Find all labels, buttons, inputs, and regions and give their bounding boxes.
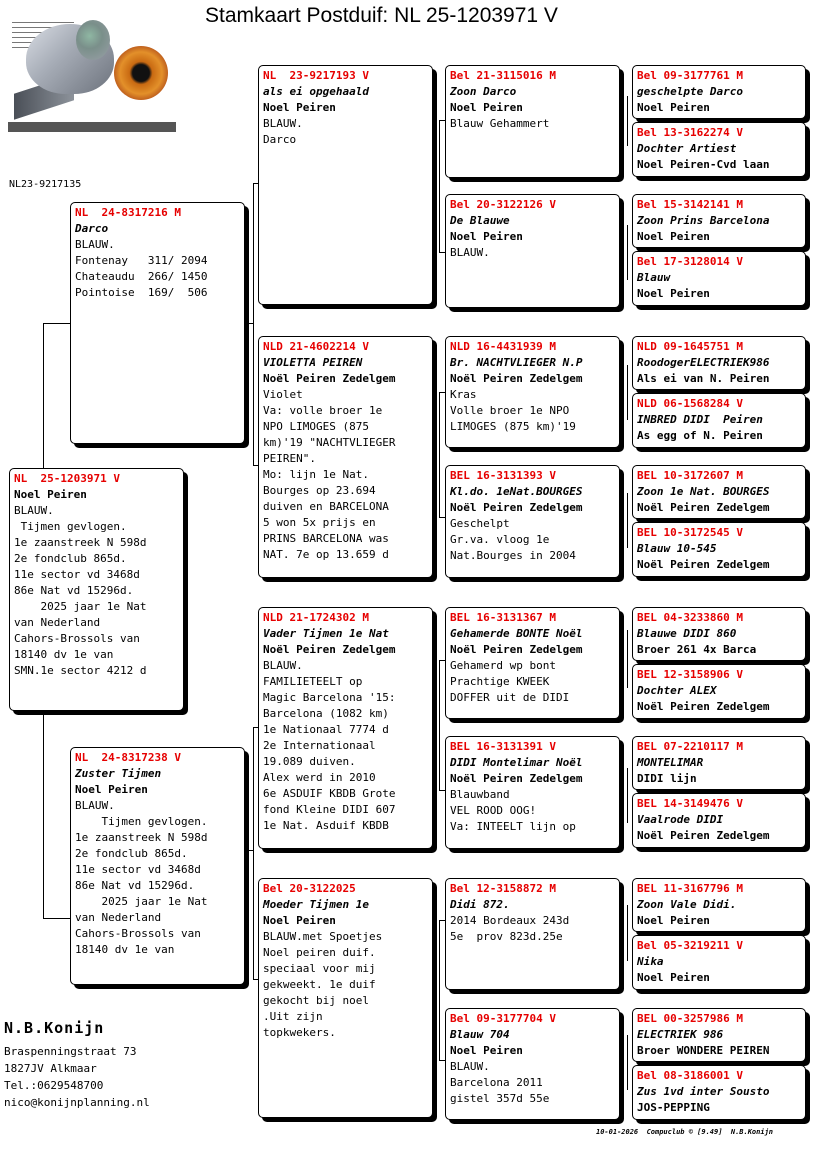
bird-name: Didi 872. xyxy=(450,898,510,911)
pedigree-card-gen4-16[interactable] xyxy=(632,1065,806,1120)
ring-number: NLD 21-1724302 M xyxy=(263,611,369,624)
pedigree-card-gen4-8[interactable] xyxy=(632,522,806,577)
bird-name: ELECTRIEK 986 xyxy=(637,1028,724,1041)
ring-number: NL 25-1203971 V xyxy=(14,472,120,485)
connector-line xyxy=(43,918,70,919)
pedigree-card-gen2-1[interactable] xyxy=(258,65,433,305)
detail-line: Noël Peiren Zedelgem xyxy=(637,558,770,571)
pedigree-card-gen3-2[interactable] xyxy=(445,194,620,308)
ring-number: Bel 21-3115016 M xyxy=(450,69,556,82)
ring-number: NLD 21-4602214 V xyxy=(263,340,369,353)
bird-name: Zus 1vd inter Sousto xyxy=(637,1085,770,1098)
pigeon-logo-image xyxy=(8,14,176,132)
bird-name: Blauw 704 xyxy=(450,1028,510,1041)
detail-line: Noel Peiren xyxy=(263,101,336,114)
detail-line: Va: volle broer 1e xyxy=(263,404,383,417)
detail-line: BLAUW. xyxy=(450,1060,490,1073)
detail-line: PRINS BARCELONA was xyxy=(263,532,389,545)
ring-number: Bel 20-3122025 xyxy=(263,882,356,895)
ring-number: BEL 16-3131393 V xyxy=(450,469,556,482)
detail-line: 2014 Bordeaux 243d xyxy=(450,914,570,927)
detail-line: Noël Peiren Zedelgem xyxy=(263,643,396,656)
detail-line: 5 won 5x prijs en xyxy=(263,516,376,529)
pedigree-card-gen2-2[interactable] xyxy=(258,336,433,578)
pedigree-card-gen2-3[interactable] xyxy=(258,607,433,849)
detail-line: 6e ASDUIF KBDB Grote xyxy=(263,787,396,800)
detail-line: Als ei van N. Peiren xyxy=(637,372,770,385)
connector-line xyxy=(439,660,440,790)
detail-line: Noel Peiren xyxy=(637,287,710,300)
bird-name: Blauw xyxy=(637,271,671,284)
ring-number: Bel 12-3158872 M xyxy=(450,882,556,895)
owner-name: N.B.Konijn xyxy=(4,1019,105,1037)
detail-line: 86e Nat vd 15296d. xyxy=(14,584,134,597)
detail-line: Tijmen gevlogen. xyxy=(14,520,127,533)
detail-line: VEL ROOD OOG! xyxy=(450,804,537,817)
detail-line: speciaal voor mij xyxy=(263,962,376,975)
detail-line: FAMILIETEELT op xyxy=(263,675,363,688)
pedigree-card-mother[interactable] xyxy=(70,747,245,985)
ring-number: BEL 10-3172545 V xyxy=(637,526,743,539)
connector-line xyxy=(627,96,628,146)
detail-line: Blauw Gehammert xyxy=(450,117,550,130)
detail-line: Noël Peiren Zedelgem xyxy=(637,829,770,842)
detail-line: Nat.Bourges in 2004 xyxy=(450,549,576,562)
connector-line xyxy=(627,225,628,280)
ring-number: Bel 09-3177704 V xyxy=(450,1012,556,1025)
detail-line: Noel Peiren xyxy=(637,914,710,927)
bird-name: MONTELIMAR xyxy=(637,756,704,769)
bird-name: Zuster Tijmen xyxy=(75,767,162,780)
bird-name: Nika xyxy=(637,955,664,968)
connector-line xyxy=(627,493,628,548)
pedigree-card-gen4-6[interactable] xyxy=(632,393,806,448)
detail-line: 2e fondclub 865d. xyxy=(75,847,188,860)
detail-line: DOFFER uit de DIDI xyxy=(450,691,570,704)
connector-line xyxy=(43,323,44,468)
ring-number: Bel 05-3219211 V xyxy=(637,939,743,952)
connector-line xyxy=(43,323,70,324)
connector-line xyxy=(439,920,440,1060)
ring-number: Bel 20-3122126 V xyxy=(450,198,556,211)
owner-street: Braspenningstraat 73 xyxy=(4,1045,137,1058)
ring-number: NLD 16-4431939 M xyxy=(450,340,556,353)
detail-line: 1e Nationaal 7774 d xyxy=(263,723,389,736)
detail-line: 2e Internationaal xyxy=(263,739,376,752)
detail-line: Gr.va. vloog 1e xyxy=(450,533,550,546)
connector-line xyxy=(248,850,254,851)
bird-name: DIDI Montelimar Noël xyxy=(450,756,583,769)
ring-number: BEL 00-3257986 M xyxy=(637,1012,743,1025)
detail-line: Pointoise 169/ 506 xyxy=(75,286,208,299)
detail-line: Violet xyxy=(263,388,303,401)
pedigree-card-father[interactable] xyxy=(70,202,245,444)
pedigree-card-gen2-4[interactable] xyxy=(258,878,433,1118)
bird-name: Darco xyxy=(75,222,109,235)
detail-line: 1e zaanstreek N 598d xyxy=(14,536,147,549)
pedigree-card-gen3-6[interactable] xyxy=(445,736,620,849)
pedigree-card-gen4-5[interactable] xyxy=(632,336,806,390)
owner-email[interactable]: nico@konijnplanning.nl xyxy=(4,1096,150,1109)
connector-line xyxy=(627,768,628,823)
detail-line: van Nederland xyxy=(14,616,101,629)
detail-line: 2e fondclub 865d. xyxy=(14,552,127,565)
bird-name: Zoon Vale Didi. xyxy=(637,898,737,911)
pedigree-card-gen4-11[interactable] xyxy=(632,736,806,790)
connector-line xyxy=(627,1035,628,1090)
detail-line: SMN.1e sector 4212 d xyxy=(14,664,147,677)
detail-line: Noel Peiren xyxy=(450,101,523,114)
connector-line xyxy=(253,183,254,465)
detail-line: Noel Peiren xyxy=(14,488,87,501)
owner-phone: Tel.:0629548700 xyxy=(4,1079,104,1092)
ring-number: NLD 09-1645751 M xyxy=(637,340,743,353)
detail-line: NPO LIMOGES (875 xyxy=(263,420,369,433)
connector-line xyxy=(248,323,254,324)
pedigree-card-gen3-1[interactable] xyxy=(445,65,620,178)
detail-line: BLAUW. xyxy=(263,659,303,672)
pedigree-card-gen4-13[interactable] xyxy=(632,878,806,932)
detail-line: .Uit zijn xyxy=(263,1010,323,1023)
detail-line: BLAUW. xyxy=(75,799,115,812)
bird-name: Moeder Tijmen 1e xyxy=(263,898,369,911)
ring-number: NLD 06-1568284 V xyxy=(637,397,743,410)
detail-line: Noel Peiren xyxy=(637,101,710,114)
detail-line: Broer WONDERE PEIREN xyxy=(637,1044,770,1057)
detail-line: NAT. 7e op 13.659 d xyxy=(263,548,389,561)
detail-line: Noel Peiren xyxy=(450,230,523,243)
detail-line: Noël Peiren Zedelgem xyxy=(263,372,396,385)
bird-name: Dochter Artiest xyxy=(637,142,737,155)
detail-line: Darco xyxy=(263,133,297,146)
bird-name: INBRED DIDI Peiren xyxy=(637,413,763,426)
bird-name: geschelpte Darco xyxy=(637,85,743,98)
pedigree-card-main[interactable] xyxy=(9,468,184,711)
ring-number: Bel 15-3142141 M xyxy=(637,198,743,211)
pedigree-card-gen3-4[interactable] xyxy=(445,465,620,578)
detail-line: Gehamerd wp bont xyxy=(450,659,556,672)
connector-line xyxy=(627,630,628,688)
bird-name: RoodogerELECTRIEK986 xyxy=(637,356,770,369)
pedigree-card-gen4-14[interactable] xyxy=(632,935,806,990)
bird-name: Blauwe DIDI 860 xyxy=(637,627,737,640)
pedigree-card-gen4-9[interactable] xyxy=(632,607,806,661)
detail-line: Barcelona (1082 km) xyxy=(263,707,389,720)
detail-line: km)'19 "NACHTVLIEGER xyxy=(263,436,396,449)
detail-line: BLAUW.met Spoetjes xyxy=(263,930,383,943)
detail-line: Prachtige KWEEK xyxy=(450,675,550,688)
detail-line: Noël Peiren Zedelgem xyxy=(637,501,770,514)
bird-name: Dochter ALEX xyxy=(637,684,717,697)
connector-line xyxy=(439,392,440,517)
connector-line xyxy=(43,711,44,918)
bird-name: Kl.do. 1eNat.BOURGES xyxy=(450,485,583,498)
ring-number: Bel 17-3128014 V xyxy=(637,255,743,268)
pedigree-card-gen3-3[interactable] xyxy=(445,336,620,448)
pedigree-card-gen3-8[interactable] xyxy=(445,1008,620,1120)
bird-name: Zoon Darco xyxy=(450,85,517,98)
reference-id: NL23-9217135 xyxy=(9,179,82,190)
connector-line xyxy=(627,365,628,420)
bird-name: Vader Tijmen 1e Nat xyxy=(263,627,389,640)
bird-name: als ei opgehaald xyxy=(263,85,369,98)
ring-number: NL 24-8317216 M xyxy=(75,206,181,219)
detail-line: As egg of N. Peiren xyxy=(637,429,763,442)
ring-number: BEL 16-3131367 M xyxy=(450,611,556,624)
owner-block xyxy=(4,1019,150,1111)
detail-line: LIMOGES (875 km)'19 xyxy=(450,420,576,433)
detail-line: PEIREN". xyxy=(263,452,316,465)
detail-line: 18140 dv 1e van xyxy=(75,943,175,956)
pedigree-card-gen4-7[interactable] xyxy=(632,465,806,519)
bird-name: VIOLETTA PEIREN xyxy=(263,356,363,369)
detail-line: Magic Barcelona '15: xyxy=(263,691,396,704)
bird-name: Zoon Prins Barcelona xyxy=(637,214,770,227)
detail-line: Tijmen gevlogen. xyxy=(75,815,208,828)
ring-number: BEL 16-3131391 V xyxy=(450,740,556,753)
ring-number: BEL 10-3172607 M xyxy=(637,469,743,482)
detail-line: gistel 357d 55e xyxy=(450,1092,550,1105)
pedigree-card-gen4-12[interactable] xyxy=(632,793,806,848)
owner-city: 1827JV Alkmaar xyxy=(4,1062,97,1075)
detail-line: 2025 jaar 1e Nat xyxy=(75,895,208,908)
detail-line: fond Kleine DIDI 607 xyxy=(263,803,396,816)
pedigree-card-gen3-7[interactable] xyxy=(445,878,620,990)
bird-name: Zoon 1e Nat. BOURGES xyxy=(637,485,770,498)
detail-line: Barcelona 2011 xyxy=(450,1076,543,1089)
detail-line: Fontenay 311/ 2094 xyxy=(75,254,208,267)
detail-line: gekocht bij noel xyxy=(263,994,369,1007)
page-title: Stamkaart Postduif: NL 25-1203971 V xyxy=(205,4,558,27)
detail-line: 11e sector vd 3468d xyxy=(75,863,201,876)
bird-name: Gehamerde BONTE Noël xyxy=(450,627,583,640)
detail-line: van Nederland xyxy=(75,911,162,924)
detail-line: topkwekers. xyxy=(263,1026,336,1039)
detail-line: Noel Peiren-Cvd laan xyxy=(637,158,770,171)
connector-line xyxy=(439,120,440,252)
ring-number: BEL 07-2210117 M xyxy=(637,740,743,753)
ring-number: Bel 08-3186001 V xyxy=(637,1069,743,1082)
detail-line: Cahors-Brossols van xyxy=(14,632,140,645)
detail-line: Broer 261 4x Barca xyxy=(637,643,757,656)
connector-line xyxy=(253,727,254,979)
detail-line: Mo: lijn 1e Nat. xyxy=(263,468,369,481)
detail-line: Noel Peiren xyxy=(450,1044,523,1057)
detail-line: duiven en BARCELONA xyxy=(263,500,389,513)
detail-line: JOS-PEPPING xyxy=(637,1101,710,1114)
pedigree-card-gen4-1[interactable] xyxy=(632,65,806,119)
detail-line: Geschelpt xyxy=(450,517,510,530)
detail-line: BLAUW. xyxy=(75,238,115,251)
pedigree-card-gen4-2[interactable] xyxy=(632,122,806,177)
detail-line: Noël Peiren Zedelgem xyxy=(450,643,583,656)
connector-line xyxy=(627,905,628,961)
detail-line: DIDI lijn xyxy=(637,772,697,785)
pigeon-head-shape xyxy=(76,20,110,60)
bird-name: Vaalrode DIDI xyxy=(637,813,724,826)
detail-line: BLAUW. xyxy=(450,246,490,259)
detail-line: gekweekt. 1e duif xyxy=(263,978,376,991)
bird-name: Br. NACHTVLIEGER N.P xyxy=(450,356,583,369)
ring-number: NL 24-8317238 V xyxy=(75,751,181,764)
detail-line: Noel Peiren xyxy=(75,783,148,796)
bird-name: De Blauwe xyxy=(450,214,510,227)
detail-line: Noël Peiren Zedelgem xyxy=(450,772,583,785)
detail-line: Noel Peiren xyxy=(637,971,710,984)
detail-line: Bourges op 23.694 xyxy=(263,484,376,497)
bird-name: Blauw 10-545 xyxy=(637,542,717,555)
detail-line: Kras xyxy=(450,388,477,401)
detail-line: BLAUW. xyxy=(263,117,303,130)
ring-number: Bel 13-3162274 V xyxy=(637,126,743,139)
detail-line: Alex werd in 2010 xyxy=(263,771,376,784)
detail-line: Noel Peiren xyxy=(637,230,710,243)
detail-line: Cahors-Brossols van xyxy=(75,927,201,940)
detail-line: Chateaudu 266/ 1450 xyxy=(75,270,208,283)
detail-line: 1e Nat. Asduif KBDB xyxy=(263,819,389,832)
ring-number: BEL 04-3233860 M xyxy=(637,611,743,624)
pedigree-card-gen3-5[interactable] xyxy=(445,607,620,719)
detail-line: Noël Peiren Zedelgem xyxy=(450,372,583,385)
detail-line: Noel Peiren xyxy=(263,914,336,927)
detail-line: 18140 dv 1e van xyxy=(14,648,114,661)
pedigree-card-gen4-15[interactable] xyxy=(632,1008,806,1062)
detail-line: Noël Peiren Zedelgem xyxy=(450,501,583,514)
detail-line: Va: INTEELT lijn op xyxy=(450,820,576,833)
detail-line: 11e sector vd 3468d xyxy=(14,568,140,581)
pedigree-card-gen4-4[interactable] xyxy=(632,251,806,306)
ring-number: NL 23-9217193 V xyxy=(263,69,369,82)
ring-number: BEL 12-3158906 V xyxy=(637,668,743,681)
pedigree-card-gen4-3[interactable] xyxy=(632,194,806,248)
detail-line: 5e prov 823d.25e xyxy=(450,930,563,943)
detail-line: 86e Nat vd 15296d. xyxy=(75,879,195,892)
footer-credit: 10-01-2026 Compuclub © [9.49] N.B.Konijn xyxy=(596,1128,774,1136)
detail-line: BLAUW. xyxy=(14,504,54,517)
ring-number: BEL 14-3149476 V xyxy=(637,797,743,810)
detail-line: Blauwband xyxy=(450,788,510,801)
detail-line: Noel peiren duif. xyxy=(263,946,376,959)
detail-line: Volle broer 1e NPO xyxy=(450,404,570,417)
ring-number: BEL 11-3167796 M xyxy=(637,882,743,895)
pedigree-card-gen4-10[interactable] xyxy=(632,664,806,719)
detail-line: 1e zaanstreek N 598d xyxy=(75,831,208,844)
pigeon-eye-image xyxy=(114,46,168,100)
detail-line: 2025 jaar 1e Nat xyxy=(14,600,147,613)
detail-line: Noël Peiren Zedelgem xyxy=(637,700,770,713)
detail-line: 19.089 duiven. xyxy=(263,755,356,768)
ring-number: Bel 09-3177761 M xyxy=(637,69,743,82)
